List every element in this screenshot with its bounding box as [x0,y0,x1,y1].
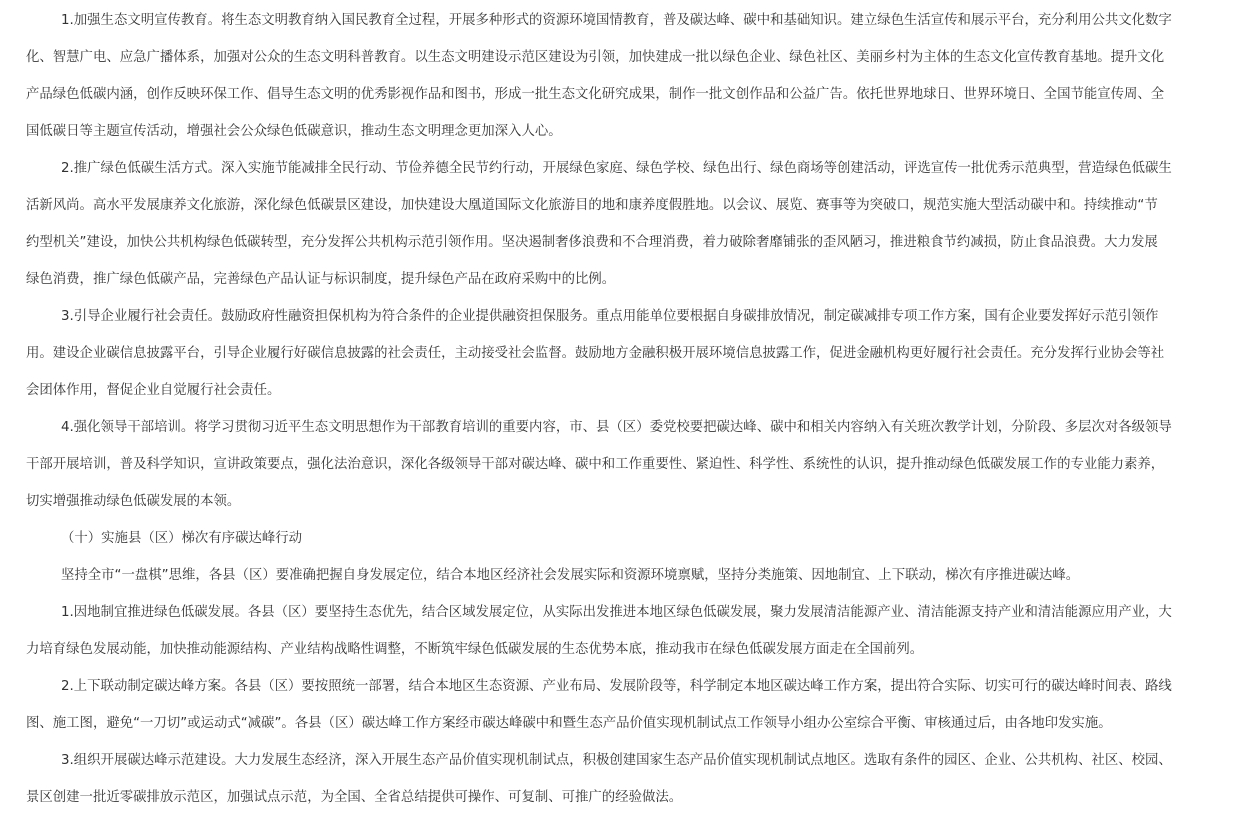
paragraph-line: 3.组织开展碳达峰示范建设。大力发展生态经济，深入开展生态产品价值实现机制试点，积极创建国家生态产品价值实现机制试点地区。选取有条件的园区、企业、公共机构、社区、校园、 [61,753,1172,768]
paragraph-line: 3.引导企业履行社会责任。鼓励政府性融资担保机构为符合条件的企业提供融资担保服务。重点用能单位要根据自身碳排放情况，制定碳减排专项工作方案，国有企业要发挥好示范引领作 [61,309,1159,324]
paragraph-line: 图、施工图，避免“一刀切”或运动式“减碳”。各县（区）碳达峰工作方案经市碳达峰碳中和暨生态产品价值实现机制试点工作领导小组办公室综合平衡、审核通过后，由各地印发实施。 [26,716,1112,731]
paragraph-line: 力培育绿色发展动能，加快推动能源结构、产业结构战略性调整，不断筑牢绿色低碳发展的生态优势本底，推动我市在绿色低碳发展方面走在全国前列。 [26,642,924,657]
paragraph-line: 约型机关”建设，加快公共机构绿色低碳转型，充分发挥公共机构示范引领作用。坚决遏制奢侈浪费和不合理消费，着力破除奢靡铺张的歪风陋习，推进粮食节约减损，防止食品浪费。大力发展 [26,235,1158,250]
paragraph-line: 1.因地制宜推进绿色低碳发展。各县（区）要坚持生态优先，结合区域发展定位，从实际出发推进本地区绿色低碳发展，聚力发展清洁能源产业、清洁能源支持产业和清洁能源应用产业，大 [61,605,1172,620]
paragraph-line: 国低碳日等主题宣传活动，增强社会公众绿色低碳意识，推动生态文明理念更加深入人心。 [26,124,562,139]
paragraph-line: 绿色消费，推广绿色低碳产品，完善绿色产品认证与标识制度，提升绿色产品在政府采购中的比例。 [26,272,616,287]
paragraph-line: 化、智慧广电、应急广播体系，加强对公众的生态文明科普教育。以生态文明建设示范区建设为引领，加快建成一批以绿色企业、绿色社区、美丽乡村为主体的生态文化宣传教育基地。提升文化 [26,50,1165,65]
paragraph-line: 活新风尚。高水平发展康养文化旅游，深化绿色低碳景区建设，加快建设大凰道国际文化旅游目的地和康养度假胜地。以会议、展览、赛事等为突破口，规范实施大型活动碳中和。持续推动“节 [26,198,1158,213]
paragraph-line: 4.强化领导干部培训。将学习贯彻习近平生态文明思想作为干部教育培训的重要内容，市、县（区）委党校要把碳达峰、碳中和相关内容纳入有关班次教学计划，分阶段、多层次对各级领导 [61,420,1172,435]
paragraph-line: 坚持全市“一盘棋”思维，各县（区）要准确把握自身发展定位，结合本地区经济社会发展实际和资源环境禀赋，坚持分类施策、因地制宜、上下联动，梯次有序推进碳达峰。 [61,568,1080,583]
section-heading: （十）实施县（区）梯次有序碳达峰行动 [61,531,303,546]
paragraph-line: 切实增强推动绿色低碳发展的本领。 [26,494,241,509]
paragraph-line: 干部开展培训，普及科学知识，宣讲政策要点，强化法治意识，深化各级领导干部对碳达峰、碳中和工作重要性、紧迫性、科学性、系统性的认识，提升推动绿色低碳发展工作的专业能力素养， [26,457,1165,472]
paragraph-line: 用。建设企业碳信息披露平台，引导企业履行好碳信息披露的社会责任，主动接受社会监督。鼓励地方金融积极开展环境信息披露工作，促进金融机构更好履行社会责任。充分发挥行业协会等社 [26,346,1165,361]
paragraph-line: 1.加强生态文明宣传教育。将生态文明教育纳入国民教育全过程，开展多种形式的资源环境国情教育，普及碳达峰、碳中和基础知识。建立绿色生活宣传和展示平台，充分利用公共文化数字 [61,13,1172,28]
paragraph-line: 产品绿色低碳内涵，创作反映环保工作、倡导生态文明的优秀影视作品和图书，形成一批生态文化研究成果，制作一批文创作品和公益广告。依托世界地球日、世界环境日、全国节能宣传周、全 [26,87,1165,102]
paragraph-line: 2.上下联动制定碳达峰方案。各县（区）要按照统一部署，结合本地区生态资源、产业布局、发展阶段等，科学制定本地区碳达峰工作方案，提出符合实际、切实可行的碳达峰时间表、路线 [61,679,1172,694]
paragraph-line: 景区创建一批近零碳排放示范区，加强试点示范，为全国、全省总结提供可操作、可复制、可推广的经验做法。 [26,790,683,805]
paragraph-line: 会团体作用，督促企业自觉履行社会责任。 [26,383,281,398]
paragraph-line: 2.推广绿色低碳生活方式。深入实施节能减排全民行动、节俭养德全民节约行动，开展绿色家庭、绿色学校、绿色出行、绿色商场等创建活动，评选宣传一批优秀示范典型，营造绿色低碳生 [61,161,1172,176]
